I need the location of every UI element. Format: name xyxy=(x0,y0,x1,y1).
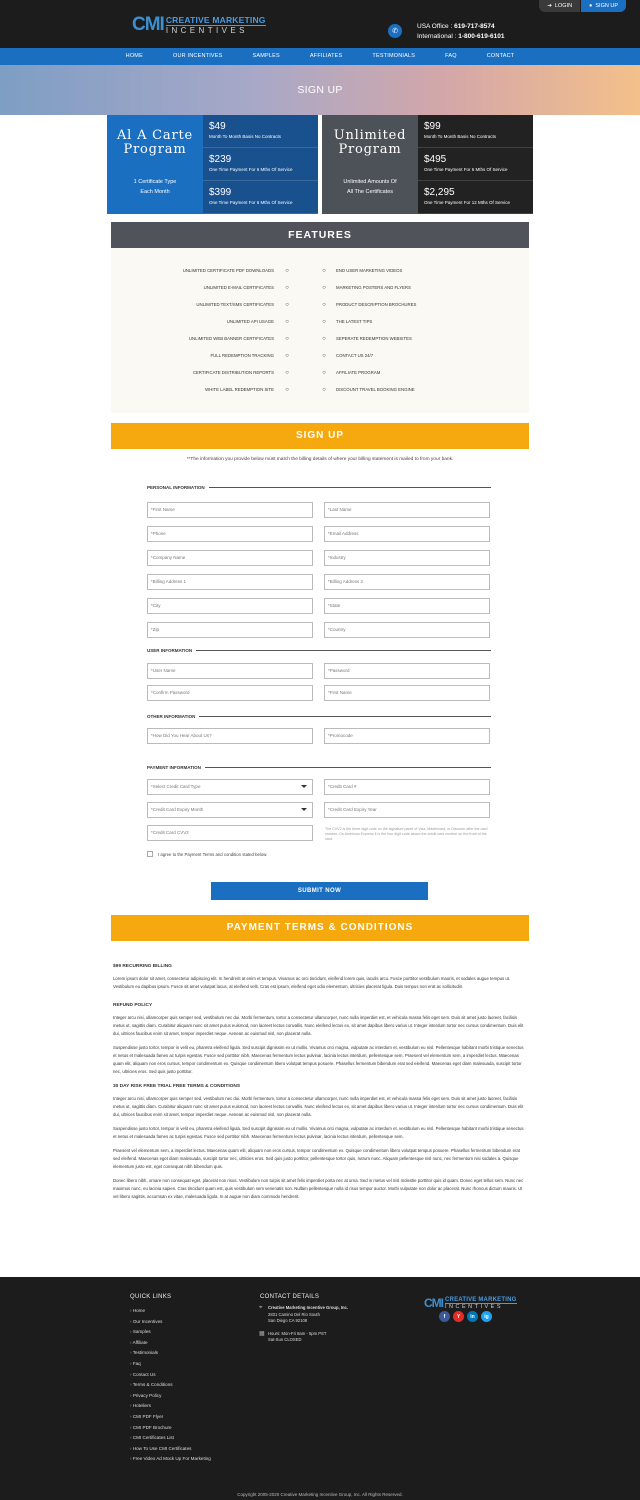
linkedin-icon[interactable]: in xyxy=(467,1311,478,1322)
circle-icon: ○ xyxy=(322,352,326,359)
circle-icon: ○ xyxy=(322,301,326,308)
cvv-help-text: The CVV2 is the three digit code on the signature panel of Visa, Mastercard, or Discover after the card number. On American Express it is the four digit code above the credit card number on the front of the card. xyxy=(325,827,488,841)
footer-link[interactable]: › CMI PDF Brochure xyxy=(130,1423,211,1434)
price-option[interactable]: $49 Month To Month Basis No Contracts xyxy=(203,115,318,148)
facebook-icon[interactable]: f xyxy=(439,1311,450,1322)
personal-info-heading: PERSONAL INFORMATION xyxy=(147,485,491,490)
circle-icon: ○ xyxy=(285,386,289,393)
price-option[interactable]: $99 Month To Month Basis No Contracts xyxy=(418,115,533,148)
footer-link[interactable]: › Faq xyxy=(130,1359,211,1370)
plan-a-la-carte: Al A Carte Program 1 Certificate Type Each Month $49 Month To Month Basis No Contracts $239 One Time Payment For 6 Mths Of Service $399 One Time Payment For 6 Mths Of Service xyxy=(107,115,318,214)
feature-row xyxy=(111,381,529,398)
feature-row xyxy=(111,330,529,347)
circle-icon: ○ xyxy=(322,386,326,393)
feature-label: CERTIFICATE DISTRIBUTION REPORTS xyxy=(192,370,274,375)
price-option[interactable]: $239 One Time Payment For 6 Mths Of Service xyxy=(203,148,318,181)
footer-link[interactable]: › How To Use CMI Certificates xyxy=(130,1444,211,1455)
last-name-input[interactable]: *Last Name xyxy=(324,502,490,518)
industry-input[interactable]: *Industry xyxy=(324,550,490,566)
phone-input[interactable]: *Phone xyxy=(147,526,313,542)
features-list xyxy=(111,262,529,398)
circle-icon: ○ xyxy=(322,284,326,291)
nav-testimonials[interactable]: TESTIMONIALS xyxy=(372,53,416,59)
feature-row xyxy=(111,347,529,364)
terms-heading: $99 RECURRING BILLING xyxy=(113,964,172,969)
username-input[interactable]: *User Name xyxy=(147,663,313,679)
site-logo[interactable] xyxy=(132,15,266,35)
feature-label: END USER MARKETING VIDEOS xyxy=(336,268,403,273)
footer-link[interactable]: › Contact Us xyxy=(130,1370,211,1381)
terms-paragraph: Donec libero nibh, ornare non consequat eget, placerat non risus. Vestibulum non turpis sit amet felis imperdiet porta nec at urna. Sed in metus vel nisl molestie porttitor quis id quam. Donec eget tellus sem. Nunc nec maximus nunc, eu lacinia sapien. Cras tincidunt quam est, quis vestibulum sem venenatis non. Nullam pellentesque nulla id risus tempor auctor. Morbi vulputate non dolor ac placerat. Nunc rhoncus dictum mauris. Ut vel libero sagittis, accumsan ex vitae, malesuada ligula. In at augue non diam commodo hendrerit. xyxy=(113,1178,524,1199)
signup-form xyxy=(111,449,529,913)
contact-heading: CONTACT DETAILS xyxy=(260,1294,320,1300)
feature-row xyxy=(111,262,529,279)
phone-numbers: USA Office : 619-717-8574 International : 1-800-619-6101 xyxy=(417,23,505,40)
footer-link[interactable]: › Free Video Ad Mock Up For Marketing xyxy=(130,1454,211,1465)
phone-icon: ✆ xyxy=(388,24,402,38)
feature-label: THE LATEST TIPS xyxy=(336,319,373,324)
zip-input[interactable]: *Zip xyxy=(147,622,313,638)
social-links xyxy=(439,1311,492,1322)
nav-home[interactable]: HOME xyxy=(125,53,143,59)
terms-paragraph: Suspendisse justo tortor, tempor in velit eu, pharetra eleifend ligula. Sed suscipit dignissim ex ut mollis. Vivamus orci magna, vulputate ac interdum et, vestibulum eu nisl. Pellentesque habitant morbi tristique senectus et netus et malesuada fames ac turpis egestas. Fusce sed porttitor nibh. Maecenas fermentum lectus pulvinar, lacinia lectus interdum, pellentesque sem. Praesent vel elementum sem, a imperdiet lectus. Maecenas quam elit, aliquam non eros cursus, tempor condimentum ex. Quisque condimentum libero volutpat tempus posuere. Phasellus fermentum bibendum erat sed eleifend. Maecenas eget diam malesuada, suscipit tortor nec, ultricies eros. Sed quis justo porttitor. xyxy=(113,1045,524,1074)
youtube-icon[interactable]: Y xyxy=(453,1311,464,1322)
contact-details: ⌖ Creative Marketing Incentive Group, Inc. 2831 Camino Del Rio South San Diego CA 92108 ▦ Hours: Mon-Fri 8am - 5pm PST Sat-Sun CLOSED xyxy=(259,1305,349,1342)
feature-label: UNLIMITED API USAGE xyxy=(226,319,274,324)
feature-label: DISCOUNT TRAVEL BOOKING ENGINE xyxy=(336,387,415,392)
site-footer xyxy=(0,1277,640,1500)
city-input[interactable]: *City xyxy=(147,598,313,614)
nav-our-incentives[interactable]: OUR INCENTIVES xyxy=(172,53,223,59)
login-button[interactable]: ➔ LOGIN xyxy=(539,0,580,12)
payment-terms-heading: PAYMENT TERMS & CONDITIONS xyxy=(111,915,529,941)
intl-phone[interactable]: 1-800-619-6101 xyxy=(458,33,505,40)
location-pin-icon: ⌖ xyxy=(259,1305,263,1311)
feature-row xyxy=(111,279,529,296)
pricing-plans xyxy=(107,115,533,214)
expiry-year-input[interactable]: *Credit Card Expiry Year xyxy=(324,802,490,818)
first-name-input[interactable]: *First Name xyxy=(147,502,313,518)
confirm-password-input[interactable]: *Confirm Password xyxy=(147,685,313,701)
state-input[interactable]: *State xyxy=(324,598,490,614)
circle-icon: ○ xyxy=(285,301,289,308)
feature-row xyxy=(111,364,529,381)
footer-link[interactable]: › Home xyxy=(130,1306,211,1317)
feature-label: UNLIMITED CERTIFICATE PDF DOWNLOADS xyxy=(182,268,274,273)
payment-terms xyxy=(113,958,527,1207)
footer-link[interactable]: › Our Incentives xyxy=(130,1317,211,1328)
payment-info-heading: PAYMENT INFORMATION xyxy=(147,765,491,770)
circle-icon: ○ xyxy=(285,267,289,274)
plan-unlimited: Unlimited Program Unlimited Amounts Of All The Certificates $99 Month To Month Basis No Contracts $495 One Time Payment For 6 Mths Of Service $2,295 One Time Payment For 12 Mths Of Service xyxy=(322,115,533,214)
logo-line-2: INCENTIVES xyxy=(165,26,248,35)
cvv-input[interactable]: *Credit Card CVV2 xyxy=(147,825,313,841)
footer-link[interactable]: › Testimonials xyxy=(130,1348,211,1359)
top-bar xyxy=(0,0,640,48)
plan-name: Al A Carte Program xyxy=(116,128,194,157)
features-heading: FEATURES xyxy=(111,222,529,248)
circle-icon: ○ xyxy=(322,267,326,274)
footer-link[interactable]: › Privacy Policy xyxy=(130,1391,211,1402)
hero-banner xyxy=(0,65,640,115)
terms-paragraph: Integer arcu nisi, ullamcorper quis semper sed, vestibulum nec dui. Morbi fermentum, tortor a consectetur ullamcorper, nunc nulla imperdiet est, et vehicula massa felis eget sem. Duis sit amet justo laoreet, facilisis metus ut, sagittis diam. Curabitur aliquam nunc sit amet purus euismod, non laoreet lectus convallis. Nunc eleifend lectus ex, sit amet dapibus libero varius ut. Integer interdum tortor nec cursus condimentum. Duis elit dui, ultrices faucibus enim sit amet, tempor imperdiet neque. Aenean ac euismod nisl, non placerat nulla. xyxy=(113,1015,524,1036)
footer-link[interactable]: › CMI PDF Flyer xyxy=(130,1412,211,1423)
feature-label: UNLIMITED E-MAIL CERTIFICATES xyxy=(203,285,274,290)
promocode-input[interactable]: *Promocode xyxy=(324,728,490,744)
copyright: Copyright 2005-2020 Creative Marketing Incentive Group, Inc. All Rights Reserved. xyxy=(237,1492,403,1497)
feature-label: CONTACT US 24/7 xyxy=(336,353,374,358)
nav-contact[interactable]: CONTACT xyxy=(486,53,515,59)
footer-logo[interactable]: CMI CREATIVE MARKETING INCENTIVES xyxy=(424,1296,517,1310)
circle-icon: ○ xyxy=(322,318,326,325)
agree-terms[interactable]: I agree to the Payment Terms and condition stated below. xyxy=(147,851,267,857)
logo-line-1: CREATIVE MARKETING xyxy=(165,15,266,25)
billing-address-1-input[interactable]: *Billing Address 1 xyxy=(147,574,313,590)
feature-label: FULL REDEMPTION TRACKING xyxy=(210,353,274,358)
user-icon: ● xyxy=(589,3,593,9)
referral-source-input[interactable]: *How Did You Hear About Us? xyxy=(147,728,313,744)
nav-samples[interactable]: SAMPLES xyxy=(252,53,280,59)
price-option[interactable]: $495 One Time Payment For 6 Mths Of Service xyxy=(418,148,533,181)
circle-icon: ○ xyxy=(285,369,289,376)
feature-row xyxy=(111,313,529,330)
quick-links-list xyxy=(130,1306,211,1465)
circle-icon: ○ xyxy=(285,352,289,359)
feature-row xyxy=(111,296,529,313)
billing-address-2-input[interactable]: *Billing Address 2 xyxy=(324,574,490,590)
billing-note: **The information you provide below must match the billing details of where your billing statement is mailed to from your bank. xyxy=(186,457,454,462)
circle-icon: ○ xyxy=(322,335,326,342)
nav-affiliates[interactable]: AFFILIATES xyxy=(309,53,343,59)
submit-button[interactable]: SUBMIT NOW xyxy=(211,882,428,900)
quick-links-heading: QUICK LINKS xyxy=(130,1294,172,1300)
feature-label: UNLIMITED WEB BANNER CERTIFICATES xyxy=(188,336,274,341)
price-option[interactable]: $2,295 One Time Payment For 12 Mths Of Service xyxy=(418,181,533,214)
footer-link[interactable]: › Terms & Conditions xyxy=(130,1380,211,1391)
footer-link[interactable]: › Hoteliers xyxy=(130,1401,211,1412)
instagram-icon[interactable]: ig xyxy=(481,1311,492,1322)
password-input[interactable]: *Password xyxy=(324,663,490,679)
feature-label: SEPERATE REDEMPTION WEBSITES xyxy=(336,336,412,341)
signup-button[interactable]: ● SIGN UP xyxy=(581,0,626,12)
circle-icon: ○ xyxy=(285,284,289,291)
card-number-input[interactable]: *Credit Card # xyxy=(324,779,490,795)
terms-heading: 30 DAY RISK FREE TRIAL FREE TERMS & CONDITIONS xyxy=(113,1084,241,1089)
footer-link[interactable]: › CMI Certificates List xyxy=(130,1433,211,1444)
feature-label: AFFILIATE PROGRAM xyxy=(336,370,381,375)
terms-paragraph: Integer arcu nisi, ullamcorper quis semper sed, vestibulum nec dui. Morbi fermentum, tortor a consectetur ullamcorper, nunc nulla imperdiet est, et vehicula massa felis eget sem. Duis sit amet justo laoreet, facilisis metus ut, sagittis diam. Curabitur aliquam nunc sit amet purus euismod, non laoreet lectus convallis. Nunc eleifend lectus ex, sit amet dapibus libero varius ut. Integer interdum tortor nec cursus condimentum. Duis elit dui, ultrices faucibus enim sit amet, tempor imperdiet neque. Aenean ac euismod nisl, non placerat nulla. xyxy=(113,1096,524,1117)
signup-heading: SIGN UP xyxy=(111,423,529,449)
user-first-name-input[interactable]: *First Name xyxy=(324,685,490,701)
features-section xyxy=(111,222,529,413)
user-info-heading: USER INFORMATION xyxy=(147,648,491,653)
circle-icon: ○ xyxy=(285,318,289,325)
footer-link[interactable]: › Samples xyxy=(130,1327,211,1338)
nav-faq[interactable]: FAQ xyxy=(445,53,457,59)
terms-heading: REFUND POLICY xyxy=(113,1003,153,1008)
terms-paragraph: Praesent vel elementum sem, a imperdiet lectus. Maecenas quam elit, aliquam non eros cursus, tempor condimentum ex. Quisque condimentum libero volutpat tempus posuere. Phasellus fermentum bibendum erat sed eleifend. Maecenas eget diam malesuada, suscipit tortor nec, ultricies eros. Sed quis justo porttitor, pellentesque tortor quis, rutrum nunc. Aliquam pellentesque nisl nunc, nec fermentum nisi sodales a. Quisque elementum justo est, eget consequat nibh bibendum quis. xyxy=(113,1148,520,1169)
feature-label: MARKETING POSTERS AND FLYERS xyxy=(336,285,411,290)
footer-link[interactable]: › Affiliate xyxy=(130,1338,211,1349)
circle-icon: ○ xyxy=(322,369,326,376)
plan-name: Unlimited Program xyxy=(333,128,407,157)
office-phone[interactable]: 619-717-8574 xyxy=(454,23,495,30)
calendar-icon: ▦ xyxy=(259,1330,265,1337)
feature-label: UNLIMITED TEXT/SMS CERTIFICATES xyxy=(196,302,274,307)
price-option[interactable]: $399 One Time Payment For 6 Mths Of Service xyxy=(203,181,318,214)
country-input[interactable]: *Country xyxy=(324,622,490,638)
expiry-month-select[interactable]: *Credit Card Expiry Month xyxy=(147,802,313,818)
card-type-select[interactable]: *Select Credit Card Type xyxy=(147,779,313,795)
circle-icon: ○ xyxy=(285,335,289,342)
page-title: SIGN UP xyxy=(297,84,343,96)
terms-paragraph: Lorem ipsum dolor sit amet, consectetur adipiscing elit. In hendrerit at enim et tempus. Vivamus ac orci tincidunt, eleifend lorem quis, iaculis arcu. Fusce porttitor vestibulum mauris, et sodales augue tempus ut. Vestibulum eu dapibus ipsum. Fusce sit amet volutpat lacus, at eleifend velit. Cras est ipsum, eleifend eget odio elementum, ultricies placerat ligula. Duis tempus non erat ac sollicitudin. xyxy=(113,976,511,989)
login-icon: ➔ xyxy=(547,3,552,9)
logo-mark: CMI xyxy=(132,14,164,35)
terms-paragraph: Suspendisse justo tortor, tempor in velit eu, pharetra eleifend ligula. Sed suscipit dignissim ex ut mollis. Vivamus orci magna, vulputate ac interdum et, vestibulum eu nisl. Pellentesque habitant morbi tristique senectus et netus et malesuada fames ac turpis egestas. Fusce sed porttitor nibh. Maecenas fermentum lectus pulvinar, lacinia lectus interdum, pellentesque sem. xyxy=(113,1126,524,1139)
agree-checkbox[interactable] xyxy=(147,851,153,857)
other-info-heading: OTHER INFORMATION xyxy=(147,714,491,719)
main-nav xyxy=(0,48,640,65)
email-input[interactable]: *Email Address xyxy=(324,526,490,542)
company-name-input[interactable]: *Company Name xyxy=(147,550,313,566)
feature-label: WHITE LABEL REDEMPTION SITE xyxy=(205,387,274,392)
feature-label: PRODUCT DESCRIPTION BROCHURES xyxy=(336,302,417,307)
